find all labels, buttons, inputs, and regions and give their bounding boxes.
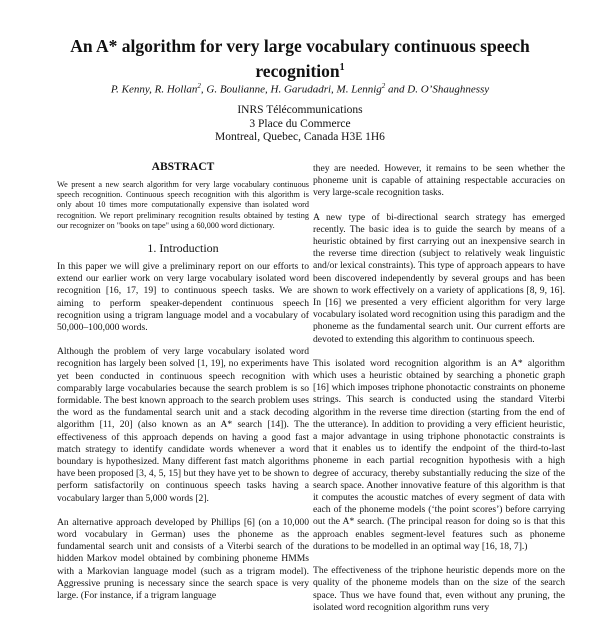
right-paragraph-3: This isolated word recognition algorithm is an A* algorithm which uses a heuristic obtained by searching a phonetic graph [16] which imposes triphone phonotactic constraints on phoneme strings. This search is conducted using the standard Viterbi algorithm in the reverse time direction (starting from the end of the utterance). In addition to providing a very efficient heuristic, a major advantage in using triphone phonotactic constraints is that it enables us to identify the endpoint of the third-to-last phoneme in each partial recognition hypothesis with a high degree of accuracy, thereby substantially reducing the size of the search space. Another innovative feature of this algorithm is that it computes the acoustic matches of every segment of data with each of the phoneme models (‘the point scores’) before carrying out the A* search. (The principal reason for doing so is that this approach enables segment-level features such as phoneme durations to be modelled in an optimal way [16, 18, 7].) bbox=[313, 357, 565, 552]
abstract-text: We present a new search algorithm for very large vocabulary continuous speech recognition. Continuous speech recognition with this algorithm is only about 10 times more computationally expensive than isolated word recognition. We report preliminary recognition results obtained by testing our recognizer on "books on tape" using a 60,000 word dictionary. bbox=[57, 180, 309, 230]
author-list bbox=[30, 80, 570, 97]
author-footnote-mark: 2 bbox=[197, 82, 201, 90]
left-column bbox=[57, 160, 309, 614]
affiliation bbox=[150, 104, 450, 145]
paper-title bbox=[40, 36, 560, 82]
title-footnote-mark: 1 bbox=[339, 62, 345, 73]
title-line-2 bbox=[40, 57, 560, 82]
intro-paragraph-1: In this paper we will give a preliminary report on our efforts to extend our earlier work on very large vocabulary isolated word recognition [16, 17, 19] to continuous speech tasks. We are aiming to perform speaker-dependent continuous speech recognition using a trigram language model and a vocabulary of 50,000–100,000 words. bbox=[57, 261, 309, 334]
affiliation-city: Montreal, Quebec, Canada H3E 1H6 bbox=[215, 131, 385, 143]
title-line-1: An A* algorithm for very large vocabulary continuous speech bbox=[70, 36, 530, 56]
title-line-2-text: recognition bbox=[255, 60, 340, 81]
author-name: P. Kenny, bbox=[110, 83, 155, 96]
affiliation-street: 3 Place du Commerce bbox=[249, 117, 351, 130]
author-name: R. Hollan bbox=[154, 83, 198, 96]
author-footnote-mark: 2 bbox=[381, 82, 386, 90]
affiliation-institute: INRS Télécommunications bbox=[237, 104, 363, 116]
right-paragraph-4: The effectiveness of the triphone heuristic depends more on the quality of the phoneme models than on the size of the search space. Thus we have found that, even without any pruning, the isolated word recognition algorithm runs very bbox=[313, 565, 565, 613]
section-heading-introduction: 1. Introduction bbox=[147, 241, 219, 256]
intro-paragraph-3: An alternative approach developed by Phillips [6] (on a 10,000 word vocabulary in German) uses the phoneme as the fundamental search unit and consists of a Viterbi search of the hidden Markov model obtained by combining phoneme HMMs with a Markovian language model (such as a trigram model). Aggressive pruning is necessary since the search space is very large. (For instance, if a trigram language bbox=[57, 516, 309, 602]
author-name: , G. Boulianne, H. Garudadri, M. Lennig bbox=[200, 83, 382, 96]
right-paragraph-2: A new type of bi-directional search strategy has emerged recently. The basic idea is to guide the search by means of a heuristic obtained by first carrying out an inexpensive search in the reverse time direction (subject to relatively weak linguistic and/or lexical constraints). This type of approach appears to have been discovered independently by several groups and has been shown to work effectively on a variety of applications [8, 9, 16]. In [16] we presented a very efficient algorithm for very large vocabulary isolated word recognition using this paradigm and the phoneme as the fundamental search unit. Our current efforts are devoted to extending this algorithm to continuous speech. bbox=[313, 211, 565, 345]
right-column bbox=[313, 163, 565, 626]
right-paragraph-1: they are needed. However, it remains to be seen whether the phoneme unit is capable of attaining respectable accuracies on very large-scale recognition tasks. bbox=[313, 163, 565, 199]
author-name: and D. O’Shaughnessy bbox=[385, 83, 490, 96]
abstract-heading: ABSTRACT bbox=[151, 161, 215, 173]
intro-paragraph-2: Although the problem of very large vocabulary isolated word recognition has largely been solved [1, 19], no experiments have yet been conducted in continuous speech recognition with comparably large vocabularies because the search problem is so formidable. The best known approach to the search problem uses the word as the fundamental search unit and a stack decoding algorithm [11, 20] (also known as an A* search [14]). The effectiveness of this approach depends on having a good fast match strategy to identify candidate words whenever a word boundary is hypothesized. Many different fast match algorithms have been proposed [3, 4, 5, 15] but they have yet to be shown to perform satisfactorily on continuous speech tasks having a vocabulary larger than 5,000 words [2]. bbox=[57, 346, 309, 504]
